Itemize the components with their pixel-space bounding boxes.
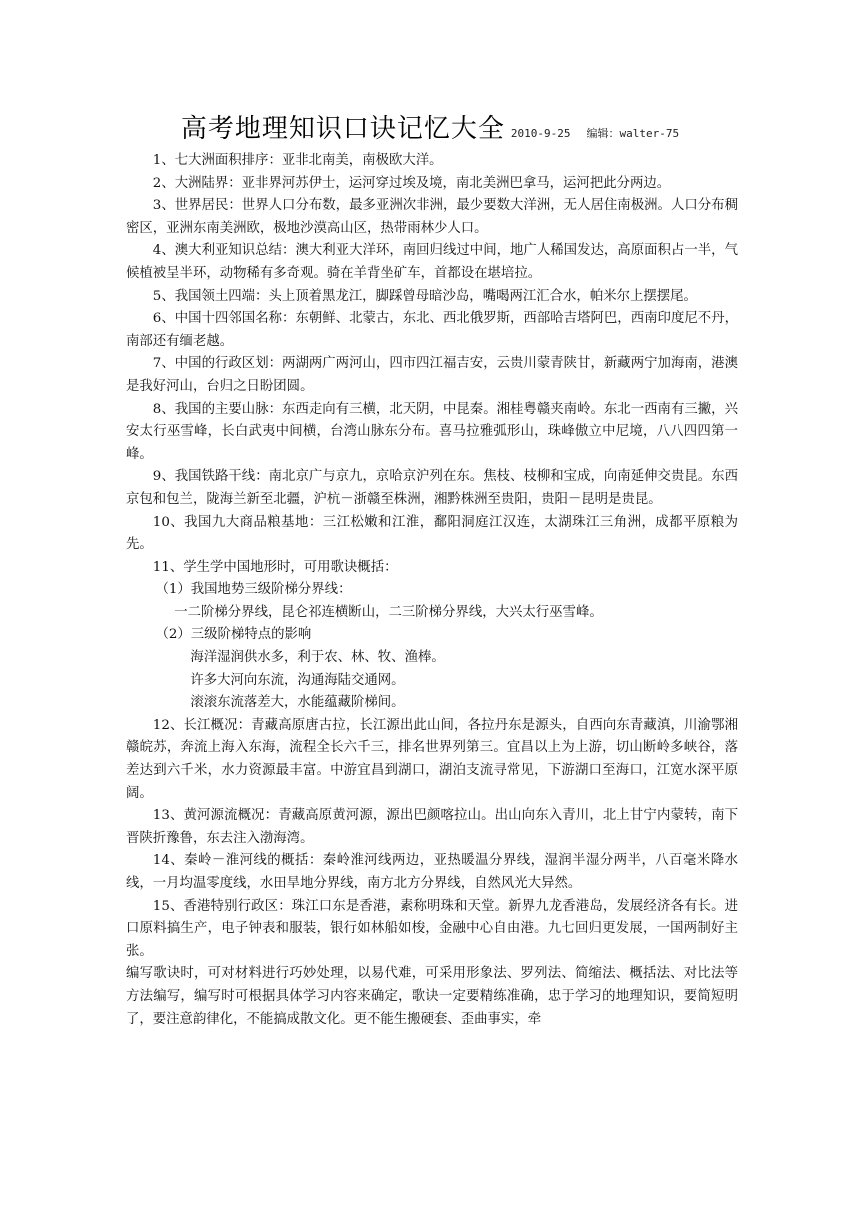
- title-line: [0, 108, 860, 145]
- paragraph: 4、澳大利亚知识总结：澳大利亚大洋环，南回归线过中间，地广人稀国发达，高原面积占一半，气候植被呈半环，动物稀有多奇观。骑在羊背坐矿车，首都设在堪培拉。: [126, 243, 738, 281]
- paragraph: 15、香港特别行政区：珠江口东是香港，素称明珠和天堂。新界九龙香港岛，发展经济各有长。进口原料搞生产，电子钟表和服装，银行如林船如梭，金融中心自由港。九七回归更发展，一国两制好主张。: [126, 898, 738, 959]
- paragraph: 7、中国的行政区划：两湖两广两河山，四市四江福吉安，云贵川蒙青陕甘，新藏两宁加海南，港澳是我好河山，台归之日盼团圆。: [126, 356, 738, 394]
- paragraph: 5、我国领土四端：头上顶着黑龙江，脚踩曾母暗沙岛，嘴喝两江汇合水，帕米尔上摆摆尾。: [152, 288, 697, 304]
- sub-item-line: 一二阶梯分界线，昆仑祁连横断山，二三阶梯分界线，大兴太行巫雪峰。: [174, 604, 603, 620]
- paragraph: 9、我国铁路干线：南北京广与京九，京哈京沪列在东。焦枝、枝柳和宝成，向南延伸交贵昆。东西京包和包兰，陇海兰新至北疆，沪杭－浙赣至株洲，湘黔株洲至贵阳，贵阳－昆明是贵昆。: [126, 469, 738, 507]
- paragraph: 13、黄河源流概况：青藏高原黄河源，源出巴颜喀拉山。出山向东入青川，北上甘宁内蒙转，南下晋陕折豫鲁，东去注入渤海湾。: [126, 808, 738, 846]
- closing-paragraph: 编写歌诀时，可对材料进行巧妙处理，以易代难，可采用形象法、罗列法、简缩法、概括法、对比法等方法编写，编写时可根据具体学习内容来确定，歌诀一定要精练准确，忠于学习的地理知识，要简短明了，要注意韵律化，不能搞成散文化。更不能生搬硬套、歪曲事实，牵: [126, 966, 738, 1027]
- paragraph: 1、七大洲面积排序：亚非北南美，南极欧大洋。: [152, 153, 443, 168]
- publish-date: 2010-9-25: [510, 127, 571, 140]
- sub-item-line: 许多大河向东流，沟通海陆交通网。: [190, 672, 405, 688]
- paragraph: 6、中国十四邻国名称：东朝鲜、北蒙古，东北、西北俄罗斯，西部哈吉塔阿巴，西南印度尼不丹，南部还有缅老越。: [126, 311, 738, 349]
- sub-item-line: 滚滚东流落差大，水能蕴藏阶梯间。: [190, 695, 405, 711]
- paragraph: 11、学生学中国地形时，可用歌诀概括：: [152, 559, 398, 575]
- paragraph: 2、大洲陆界：亚非界河苏伊士，运河穿过埃及境，南北美洲巴拿马，运河把此分两边。: [152, 175, 671, 191]
- paragraph: 3、世界居民：世界人口分布数，最多亚洲次非洲，最少要数大洋洲，无人居住南极洲。人口分布稠密区，亚洲东南美洲欧，极地沙漠高山区，热带雨林少人口。: [126, 198, 738, 236]
- document-meta: [511, 127, 679, 140]
- paragraph: 10、我国九大商品粮基地：三江松嫩和江淮，鄱阳洞庭江汉连，太湖珠江三角洲，成都平原粮为先。: [126, 514, 738, 553]
- editor-credit: 编辑：walter-75: [586, 127, 680, 140]
- paragraph: 14、秦岭－淮河线的概括：秦岭淮河线两边，亚热暖温分界线，湿润半湿分两半，八百毫米降水线，一月均温零度线，水田旱地分界线，南方北方分界线，自然风光大异然。: [126, 853, 738, 891]
- document-body: [126, 150, 738, 1031]
- sub-item-line: 海洋湿润供水多，利于农、林、牧、渔棒。: [190, 650, 445, 666]
- sub-item-label: （2）三级阶梯特点的影响: [155, 627, 312, 643]
- paragraph: 8、我国的主要山脉：东西走向有三横，北天阴，中昆秦。湘桂粤赣夹南岭。东北一西南有三撇，兴安太行巫雪峰，长白武夷中间横，台湾山脉东分布。喜马拉雅弧形山，珠峰傲立中尼境，八八四四第一峰。: [126, 401, 738, 462]
- paragraph: 12、长江概况：青藏高原唐古拉，长江源出此山间，各拉丹东是源头，自西向东青藏滇，川渝鄂湘赣皖苏，奔流上海入东海，流程全长六千三，排名世界列第三。宜昌以上为上游，切山断岭多峡谷，落差达到六千米，水力资源最丰富。中游宜昌到湖口，湖泊支流寻常见，下游湖口至海口，江宽水深平原阔。: [126, 717, 738, 801]
- document-title: 高考地理知识口诀记忆大全: [180, 114, 505, 144]
- sub-item-label: （1）我国地势三级阶梯分界线：: [155, 582, 352, 598]
